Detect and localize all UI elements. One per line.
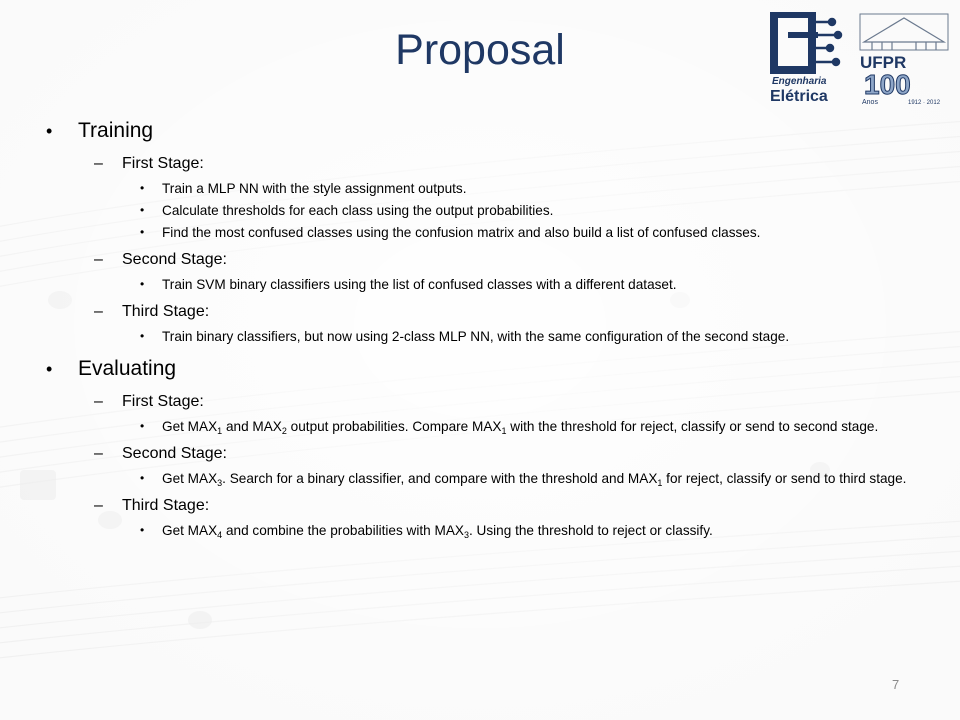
ufpr-100-logo xyxy=(860,14,948,106)
dash-icon: – xyxy=(94,393,103,410)
bullet-evaluating xyxy=(46,356,920,382)
logo-right-line-3: Anos xyxy=(862,99,878,106)
slide-title: Proposal xyxy=(395,26,565,74)
training-first-stage xyxy=(94,154,920,174)
logo-right-line-1: UFPR xyxy=(860,53,907,72)
bullet-dot-icon: • xyxy=(46,121,53,141)
list-item xyxy=(140,419,920,436)
bullet-dot-icon: • xyxy=(140,181,145,195)
logo-right-line-4: 1912 · 2012 xyxy=(908,100,941,106)
bullet-training xyxy=(46,118,920,144)
dash-icon: – xyxy=(94,155,103,172)
list-item xyxy=(140,277,920,292)
list-item-text: Train binary classifiers, but now using 2-class MLP NN, with the same configuration of the second stage. xyxy=(162,329,790,344)
evaluating-first-stage xyxy=(94,392,920,412)
dash-icon: – xyxy=(94,303,103,320)
training-second-stage-label: Second Stage: xyxy=(122,251,227,268)
evaluating-label: Evaluating xyxy=(78,357,177,380)
list-item xyxy=(140,203,920,218)
evaluating-third-stage xyxy=(94,496,920,516)
training-second-stage xyxy=(94,250,920,270)
list-item-text: Train SVM binary classifiers using the list of confused classes with a different dataset. xyxy=(162,277,677,292)
training-first-stage-label: First Stage: xyxy=(122,155,204,172)
list-item-text: Get $MAX_3$. Search for a binary classifier, and compare with the threshold and $MAX_1$ for reject, classify or send to third stage. xyxy=(162,471,907,488)
bullet-dot-icon: • xyxy=(140,329,145,343)
list-item-text: Train a MLP NN with the style assignment outputs. xyxy=(162,181,467,196)
bullet-dot-icon: • xyxy=(140,471,145,485)
evaluating-first-stage-label: First Stage: xyxy=(122,393,204,410)
bullet-dot-icon: • xyxy=(46,359,53,379)
bullet-dot-icon: • xyxy=(140,277,145,291)
logo-left-line-2: Elétrica xyxy=(770,88,828,105)
evaluating-second-stage xyxy=(94,444,920,464)
list-item xyxy=(140,471,920,488)
dash-icon: – xyxy=(94,251,103,268)
list-item xyxy=(140,523,920,540)
list-item xyxy=(140,181,920,196)
logo-left-line-1: Engenharia xyxy=(772,76,827,87)
list-item xyxy=(140,329,920,344)
slide-body xyxy=(42,112,920,538)
dash-icon: – xyxy=(94,445,103,462)
logos xyxy=(768,12,954,106)
bullet-dot-icon: • xyxy=(140,203,145,217)
bullet-dot-icon: • xyxy=(140,419,145,433)
bullet-dot-icon: • xyxy=(140,225,145,239)
engenharia-eletrica-logo xyxy=(770,14,841,105)
logo-right-line-2: 100 xyxy=(864,69,911,100)
evaluating-third-stage-label: Third Stage: xyxy=(122,497,210,514)
list-item-text: Calculate thresholds for each class using the output probabilities. xyxy=(162,203,554,218)
list-item xyxy=(140,225,920,240)
evaluating-second-stage-label: Second Stage: xyxy=(122,445,227,462)
bullet-dot-icon: • xyxy=(140,523,145,537)
list-item-text: Find the most confused classes using the confusion matrix and also build a list of confused classes. xyxy=(162,225,761,240)
training-third-stage-label: Third Stage: xyxy=(122,303,210,320)
list-item-text: Get $MAX_1$ and $MAX_2$ output probabilities. Compare $MAX_1$ with the threshold for reject, classify or send to second stage. xyxy=(162,419,879,436)
dash-icon: – xyxy=(94,497,103,514)
training-third-stage xyxy=(94,302,920,322)
list-item-text: Get $MAX_4$ and combine the probabilities with $MAX_3$. Using the threshold to reject or classify. xyxy=(162,523,713,540)
page-number: 7 xyxy=(892,677,900,692)
training-label: Training xyxy=(78,119,154,142)
